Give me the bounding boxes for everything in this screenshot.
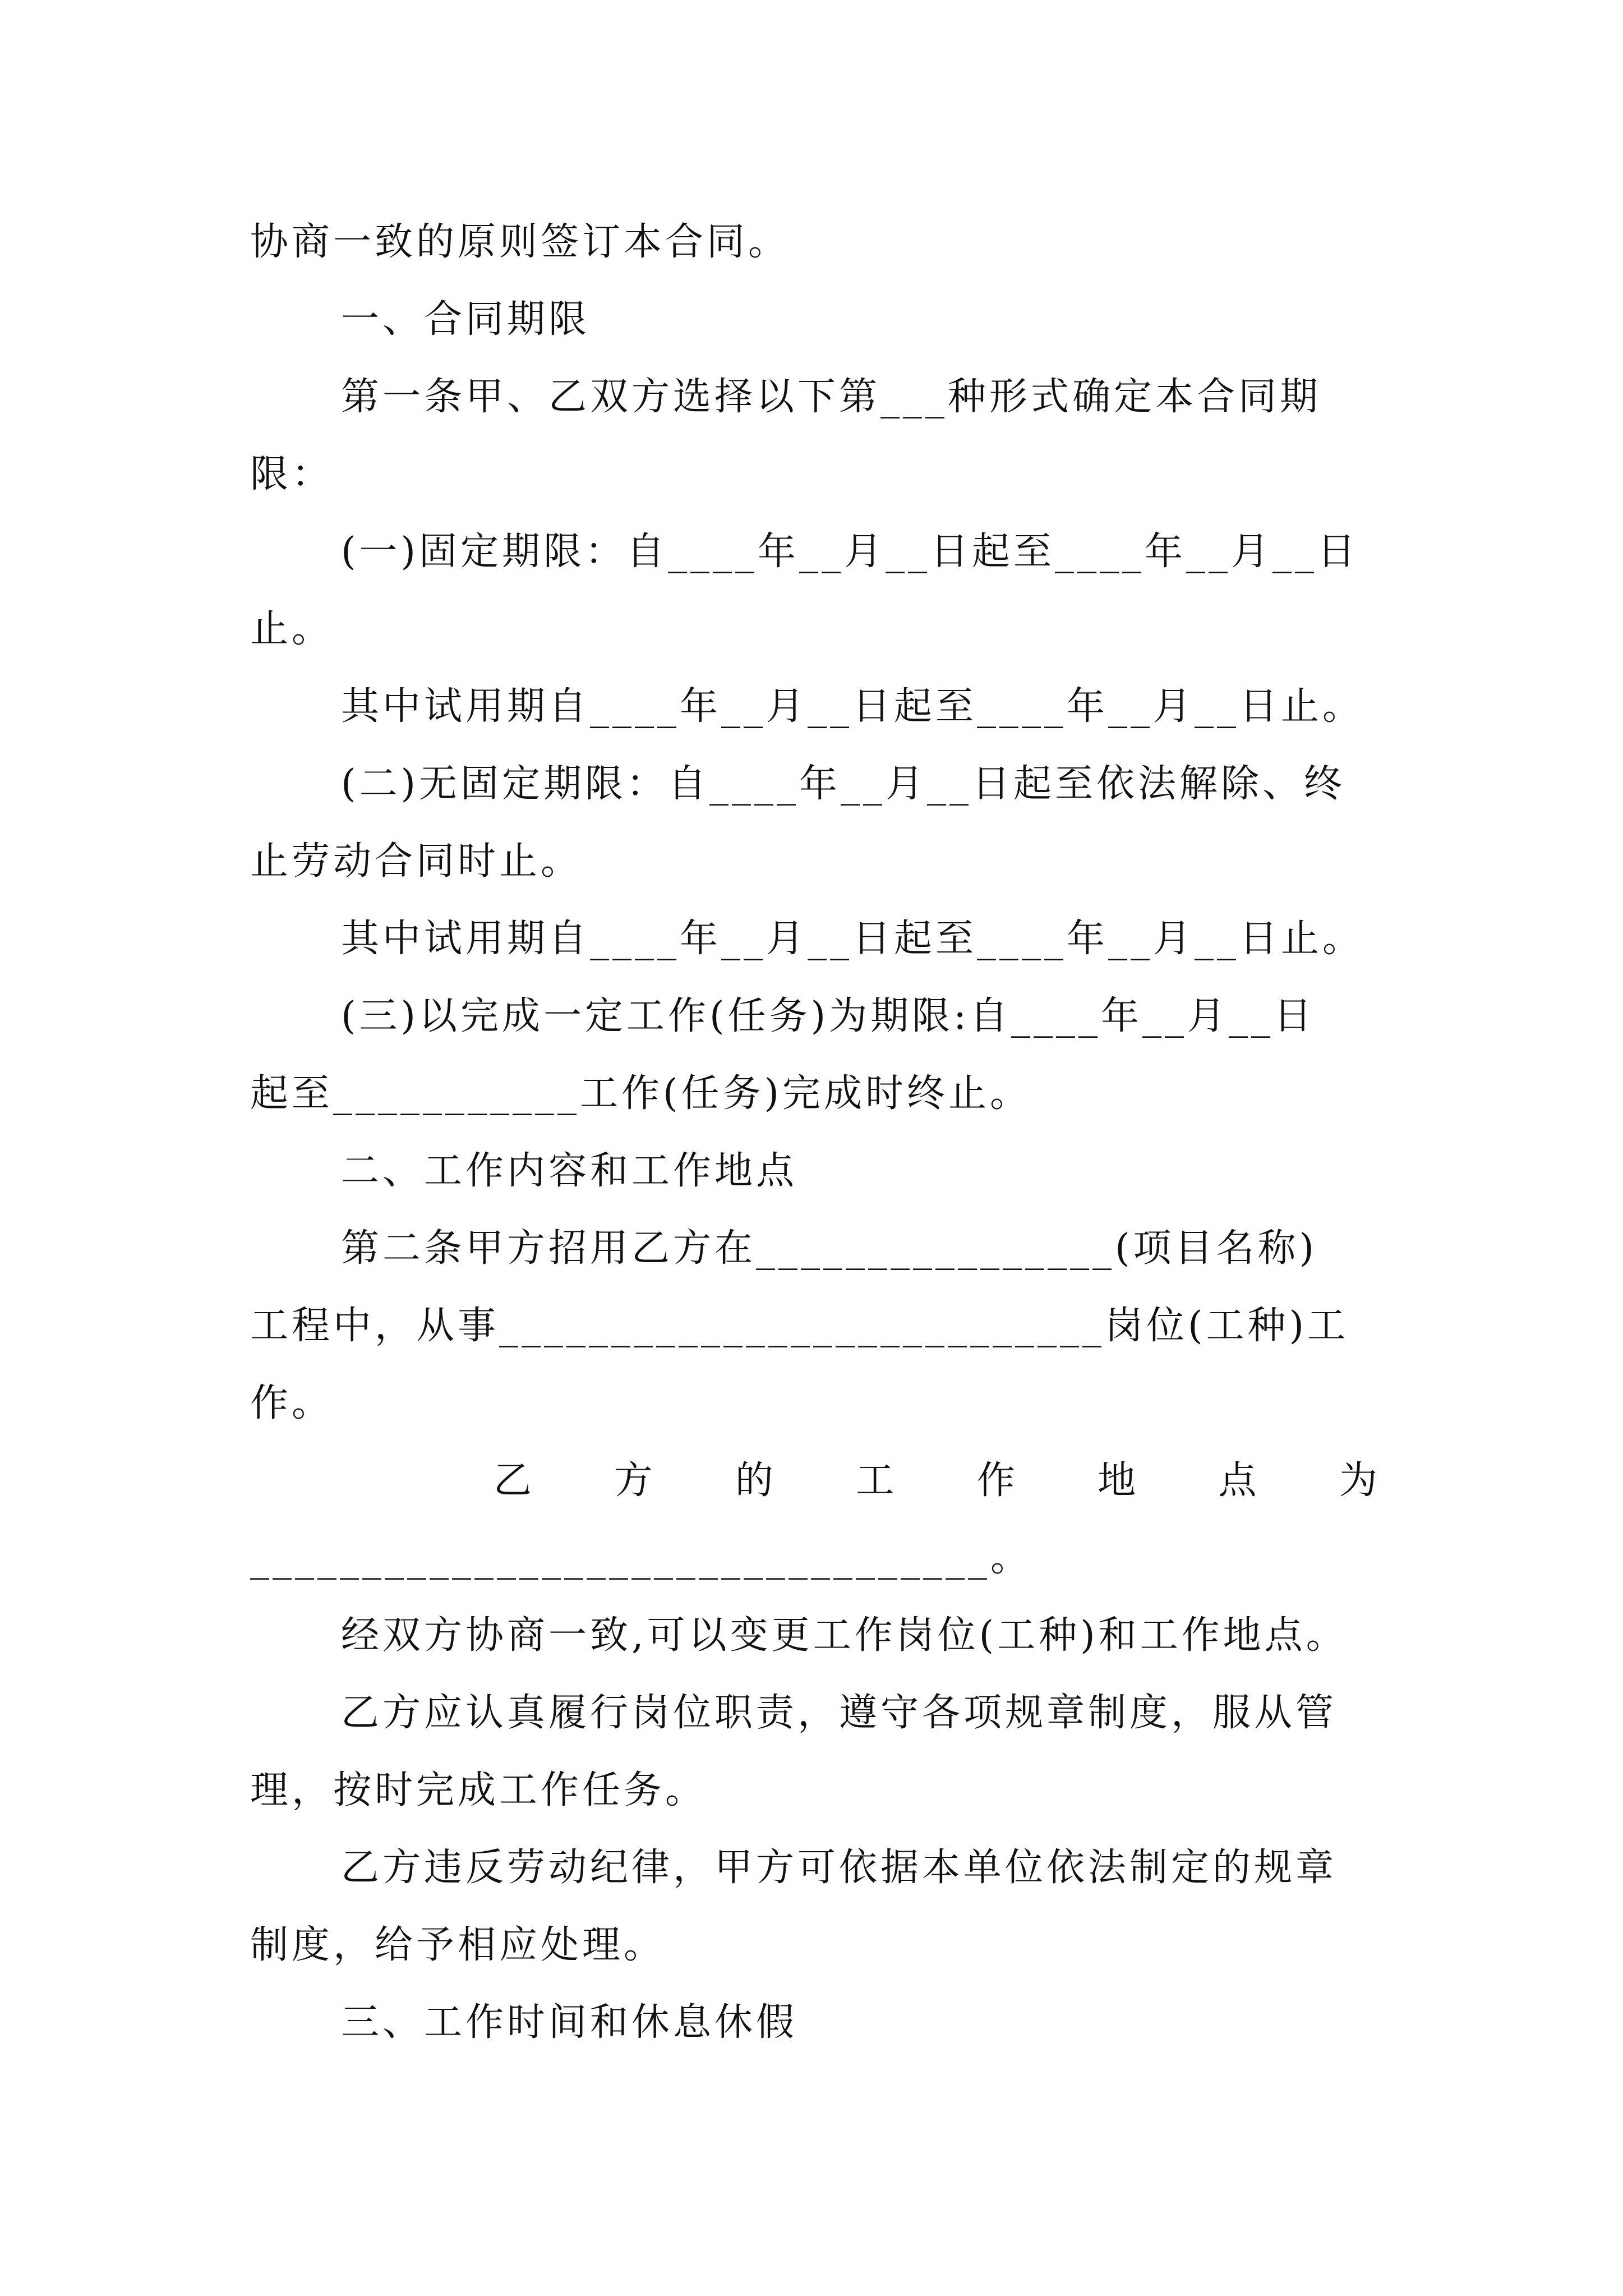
- paragraph-line: 工程中，从事___________________________岗位(工种)工: [250, 1304, 1349, 1348]
- paragraph-line: 起至___________工作(任务)完成时终止。: [250, 1071, 1032, 1116]
- paragraph-line: 乙方应认真履行岗位职责，遵守各项规章制度，服从管: [341, 1691, 1338, 1735]
- justified-char: 方: [614, 1458, 653, 1503]
- paragraph-line: 制度，给予相应处理。: [250, 1923, 666, 1967]
- paragraph-line: 协商一致的原则签订本合同。: [250, 220, 790, 264]
- justified-line: [494, 1457, 1377, 1504]
- paragraph-line: 经双方协商一致,可以变更工作岗位(工种)和工作地点。: [341, 1613, 1348, 1658]
- paragraph-line: 限：: [250, 452, 334, 496]
- paragraph-line: (一)固定期限：自____年__月__日起至____年__月__日: [341, 530, 1359, 574]
- justified-char: 的: [735, 1458, 773, 1503]
- paragraph-line: 止劳动合同时止。: [250, 839, 583, 884]
- paragraph-line: (三)以完成一定工作(任务)为期限:自____年__月__日: [341, 994, 1316, 1038]
- paragraph-line: 第一条甲、乙双方选择以下第___种形式确定本合同期: [341, 375, 1322, 419]
- justified-char: 为: [1339, 1458, 1377, 1503]
- paragraph-line: 其中试用期自____年__月__日起至____年__月__日止。: [341, 684, 1364, 729]
- paragraph-line: 作。: [250, 1381, 334, 1425]
- paragraph-line: 其中试用期自____年__月__日起至____年__月__日止。: [341, 917, 1364, 961]
- justified-char: 点: [1218, 1458, 1257, 1503]
- paragraph-line: 理，按时完成工作任务。: [250, 1768, 707, 1812]
- paragraph-line: 第二条甲方招用乙方在________________(项目名称): [341, 1226, 1318, 1271]
- justified-char: 工: [856, 1458, 895, 1503]
- justified-char: 作: [976, 1458, 1015, 1503]
- paragraph-line: _________________________________。: [250, 1536, 1032, 1580]
- section-heading: 二、工作内容和工作地点: [341, 1149, 798, 1193]
- paragraph-line: 乙方违反劳动纪律，甲方可依据本单位依法制定的规章: [341, 1846, 1338, 1890]
- paragraph-line: (二)无固定期限：自____年__月__日起至依法解除、终: [341, 762, 1346, 806]
- paragraph-line: 止。: [250, 607, 334, 651]
- section-heading: 三、工作时间和休息休假: [341, 2000, 798, 2045]
- section-heading: 一、合同期限: [341, 297, 591, 342]
- justified-char: 乙: [494, 1458, 532, 1503]
- justified-char: 地: [1098, 1458, 1136, 1503]
